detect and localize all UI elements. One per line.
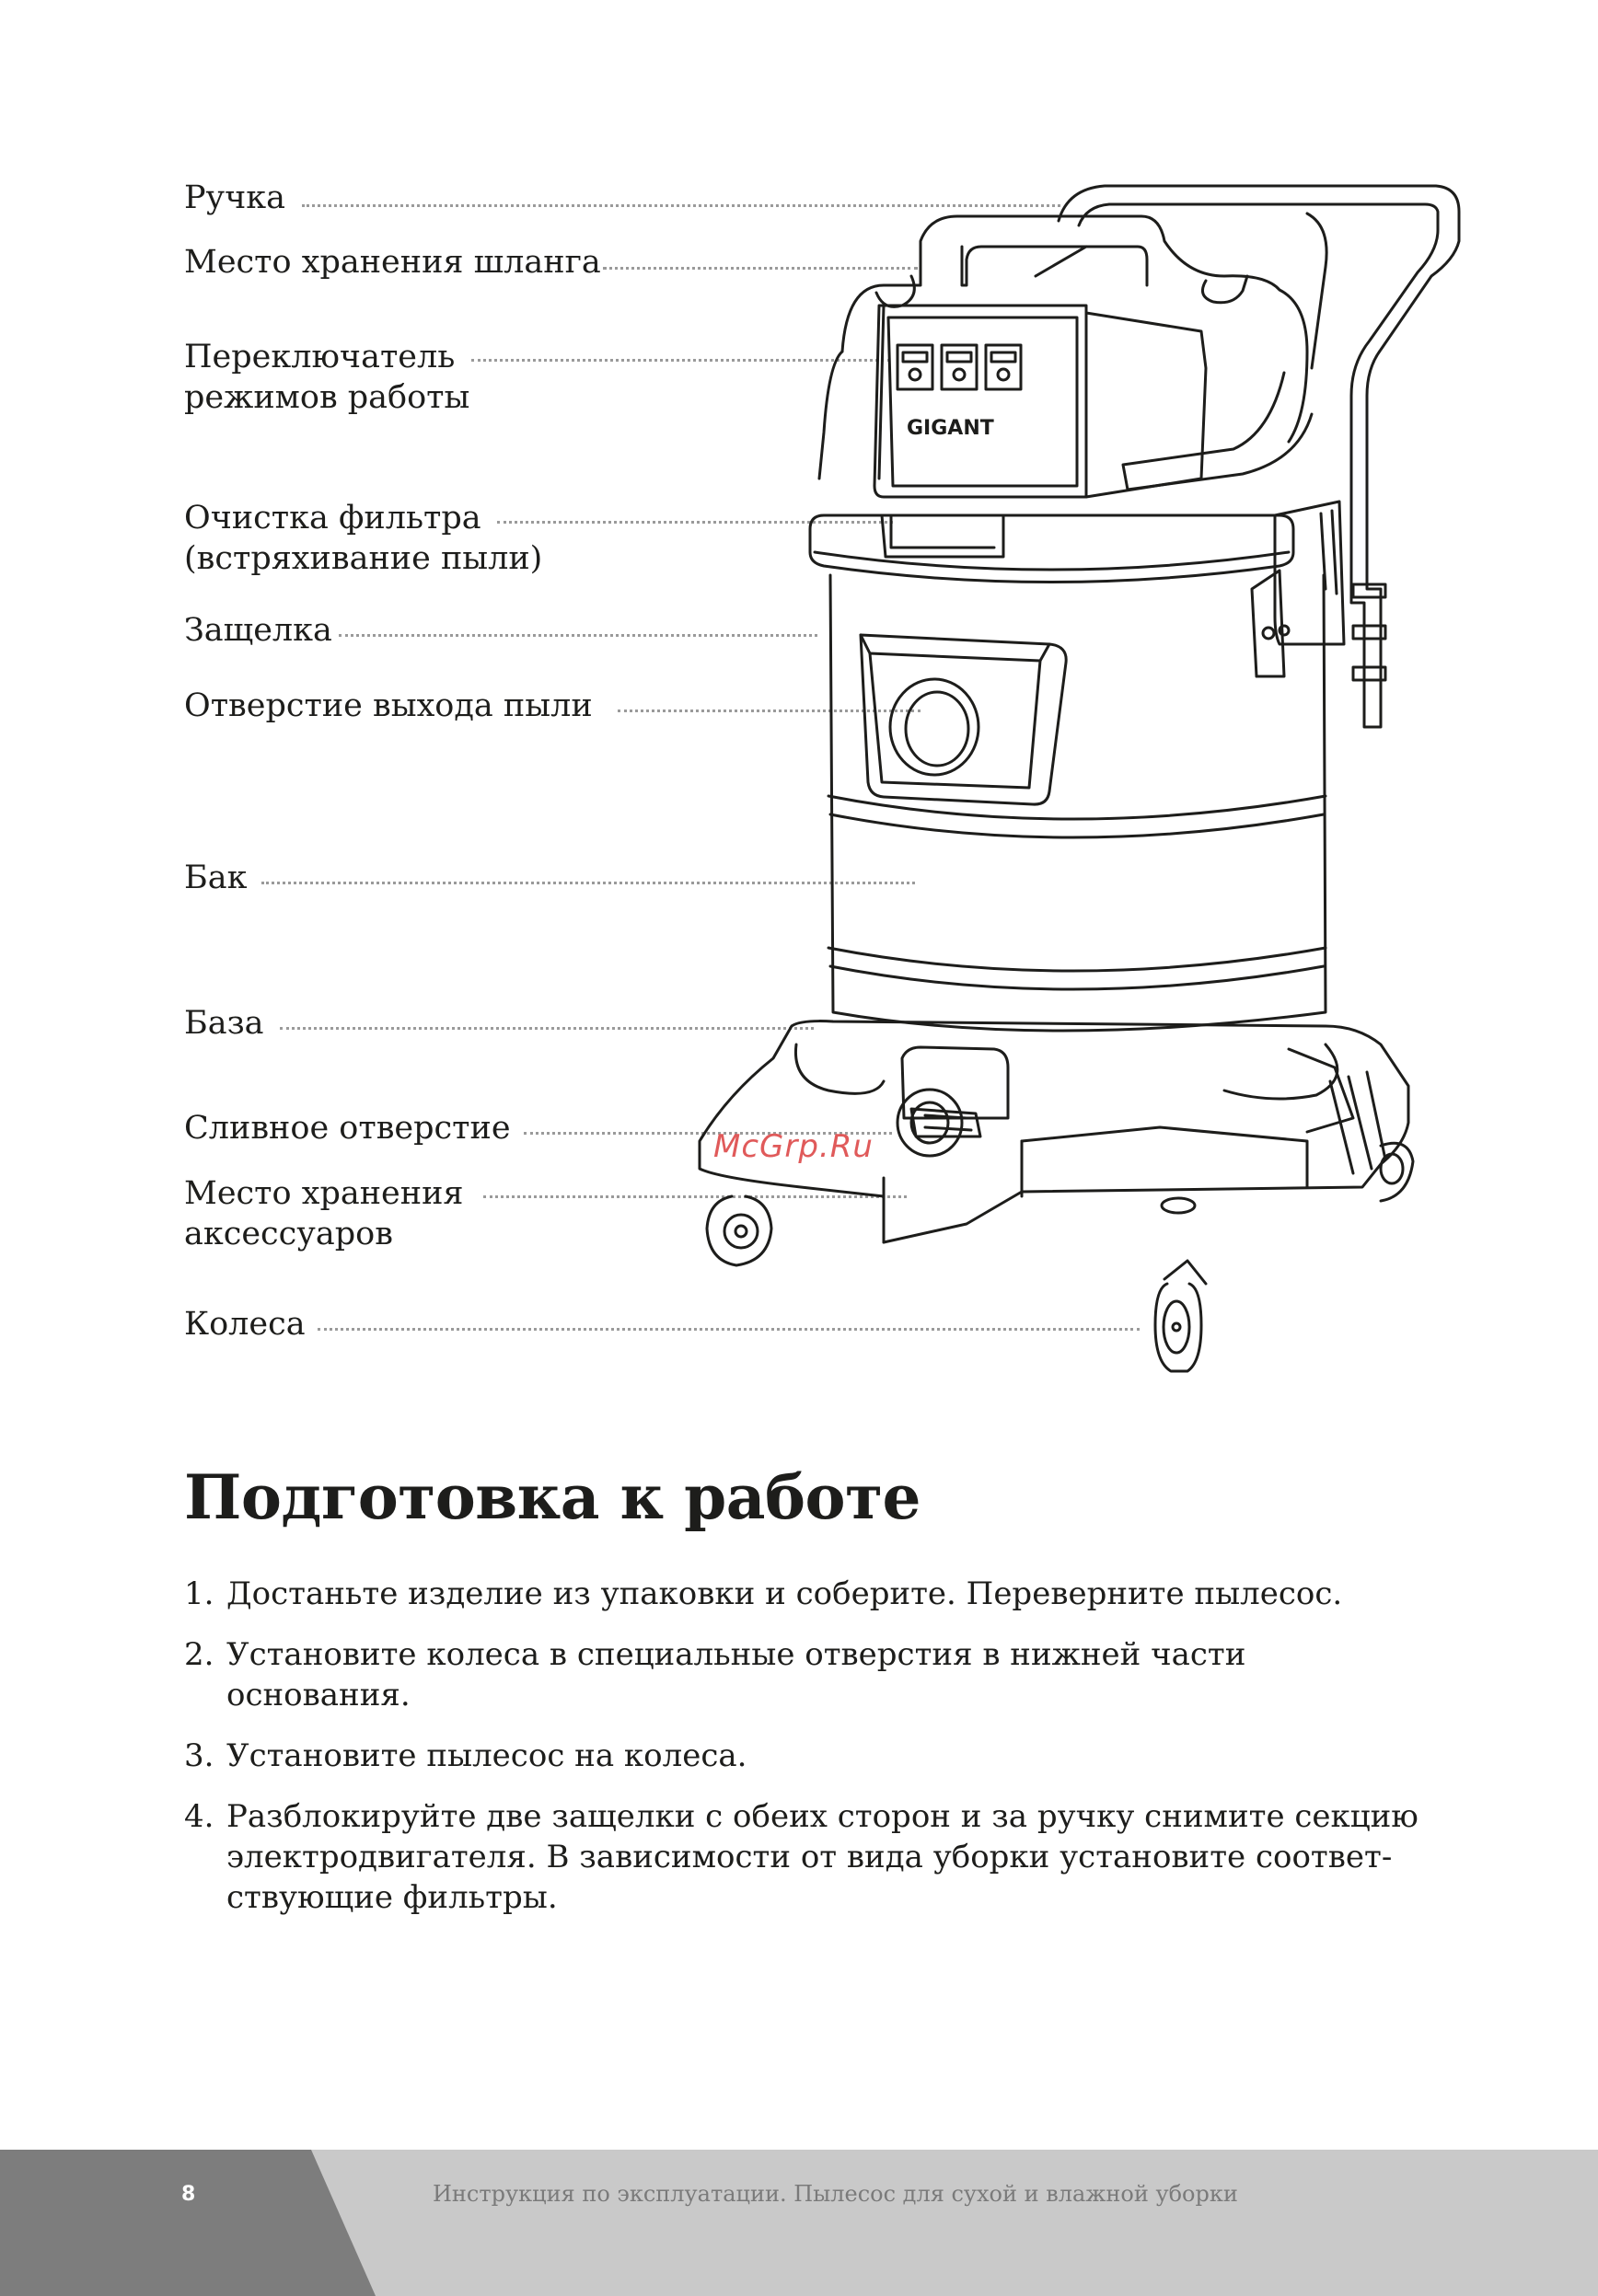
- callout-mode-switch: Переключатель режимов работы: [184, 339, 470, 416]
- step-number: 4.: [184, 1798, 214, 1835]
- step-number: 2.: [184, 1636, 214, 1673]
- callout-base: База: [184, 1005, 264, 1042]
- callout-handle: Ручка: [184, 179, 286, 216]
- callout-tank: Бак: [184, 860, 248, 896]
- callout-latch: Защелка: [184, 612, 332, 649]
- page-number: 8: [181, 2183, 196, 2206]
- section-title: Подготовка к работе: [184, 1461, 921, 1533]
- callout-drain-hole: Сливное отверстие: [184, 1110, 511, 1147]
- dust-outlet: [861, 635, 1066, 804]
- footer-page-tab: [0, 2150, 387, 2296]
- step-number: 3.: [184, 1737, 214, 1774]
- callout-filter-cleaning: Очистка фильтра (встряхивание пыли): [184, 500, 543, 577]
- tank: [828, 575, 1326, 1031]
- step-number: 1.: [184, 1575, 214, 1612]
- footer-document-title: Инструкция по эксплуатации. Пылесос для сухой и влажной уборки: [433, 2181, 1238, 2207]
- motor-head: [819, 216, 1312, 497]
- drain-hole: [897, 1047, 1008, 1156]
- callout-dust-outlet: Отверстие выхода пыли: [184, 687, 593, 724]
- list-item: 2. Установите колеса в специальные отверстия в нижней части основания.: [184, 1636, 1246, 1713]
- list-item: 3. Установите пылесос на колеса.: [184, 1737, 747, 1774]
- watermark: McGrp.Ru: [713, 1128, 874, 1165]
- list-item: 1. Достаньте изделие из упаковки и соберите. Переверните пылесос.: [184, 1575, 1343, 1612]
- list-item: 4. Разблокируйте две защелки с обеих сторон и за ручку снимите секцию электродвигателя. В зависимости от вида уборки установите соответ- ствующие фильтры.: [184, 1798, 1419, 1916]
- preparation-steps: [184, 1574, 1473, 1938]
- brand-logo: GIGANT: [907, 417, 994, 440]
- callout-wheels: Колеса: [184, 1306, 306, 1343]
- callout-accessory-storage: Место хранения аксессуаров: [184, 1175, 464, 1252]
- vacuum-cleaner-illustration: [681, 175, 1473, 1390]
- filter-cleaning-lever: [882, 515, 1003, 557]
- callout-hose-storage: Место хранения шланга: [184, 244, 601, 281]
- rear-handle-tube: [1059, 186, 1459, 727]
